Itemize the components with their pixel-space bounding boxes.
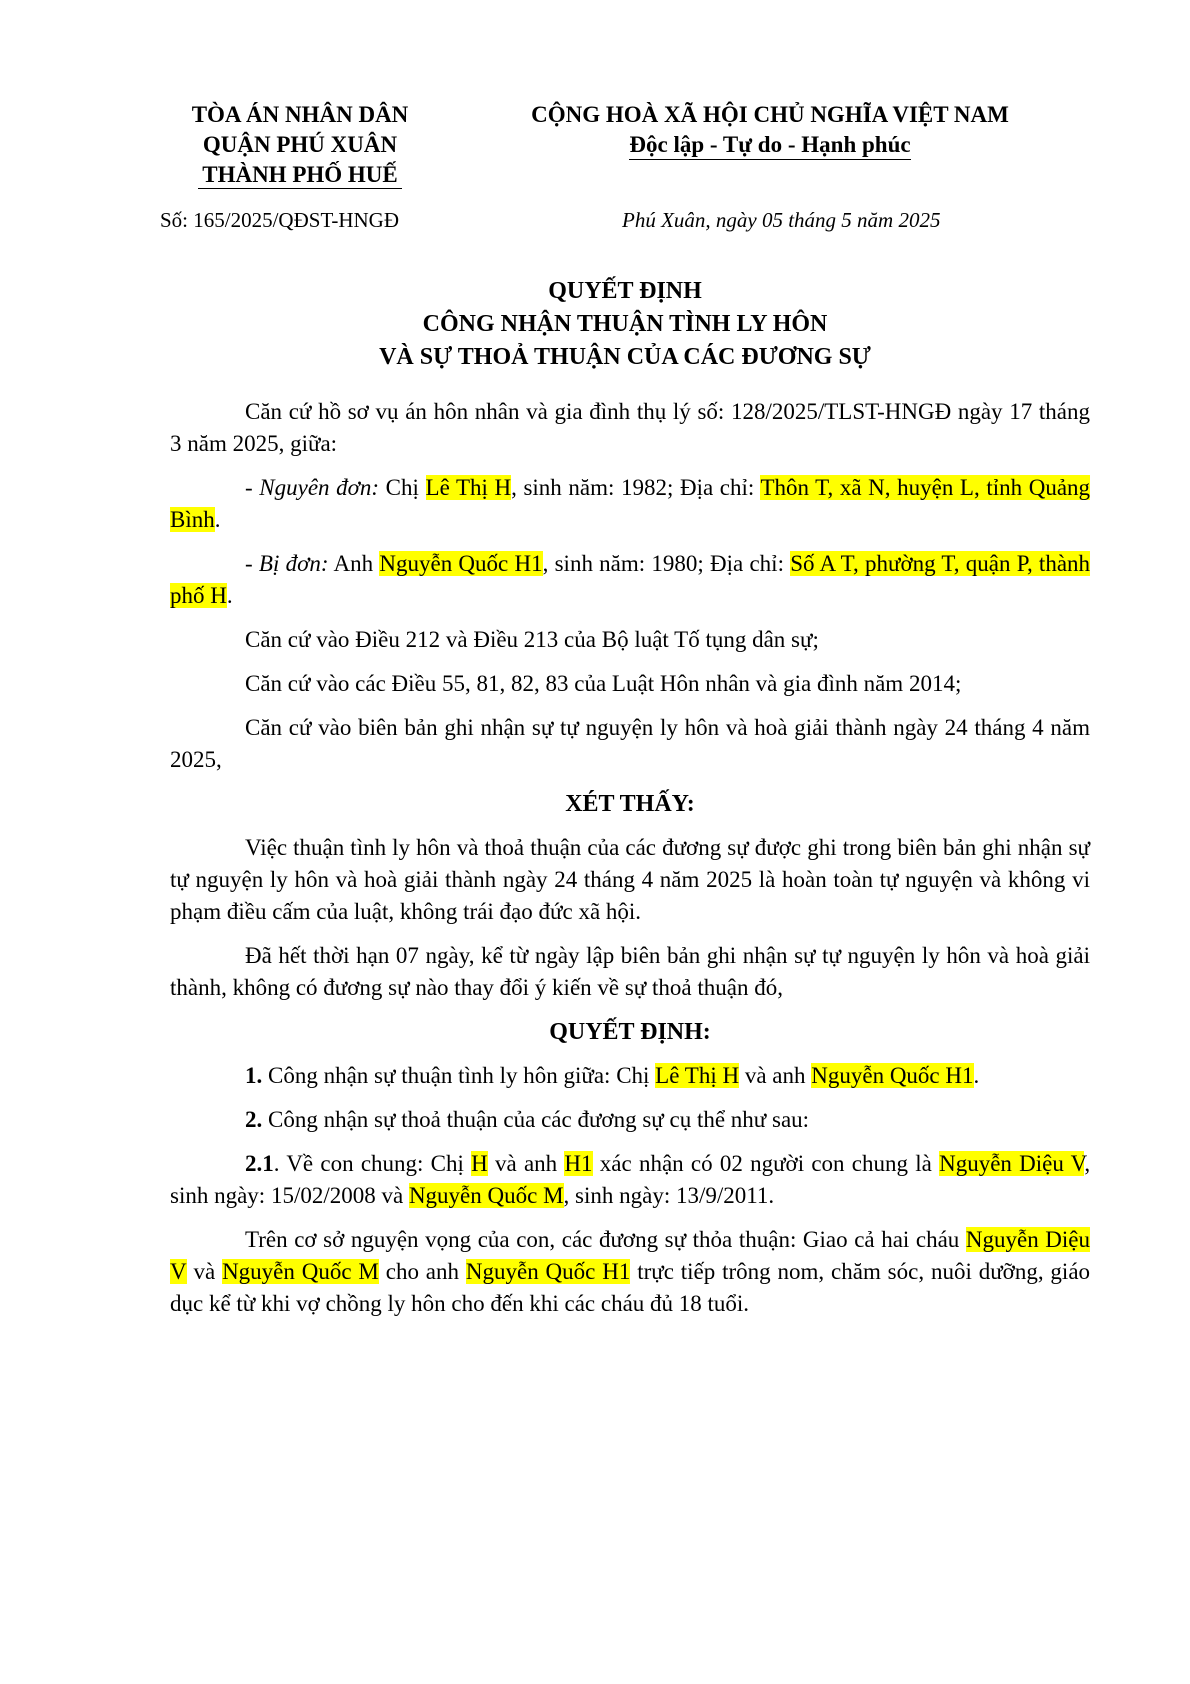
court-name-block (150, 100, 450, 190)
plaintiff-birth: , sinh năm: 1982; Địa chỉ: (511, 475, 755, 500)
child-1-name: Nguyễn Diệu V (939, 1151, 1085, 1176)
defendant-paragraph: - Bị đơn: Anh Nguyễn Quốc H1, sinh năm: 1980; Địa chỉ: Số A T, phường T, quận P, thành phố H. (170, 551, 1091, 608)
defendant-name: Nguyễn Quốc H1 (379, 551, 543, 576)
plaintiff-address: Thôn T, xã N, huyện L, tỉnh Quảng Bình (170, 475, 1091, 532)
child-2-birth: , sinh ngày: 13/9/2011. (563, 1183, 775, 1208)
child-1-birth: , sinh ngày: 15/02/2008 và (170, 1151, 1091, 1208)
basis-paragraph-family-law: Căn cứ vào các Điều 55, 81, 82, 83 của Luật Hôn nhân và gia đình năm 2014; (245, 671, 962, 696)
item-2-1-father: H1 (564, 1151, 593, 1176)
basis-paragraph-procedure-code: Căn cứ vào Điều 212 và Điều 213 của Bộ luật Tố tụng dân sự; (245, 627, 819, 652)
place-date: Phú Xuân, ngày 05 tháng 5 năm 2025 (622, 208, 941, 232)
defendant-birth: , sinh năm: 1980; Địa chỉ: (542, 551, 784, 576)
custody-text-b: trực tiếp trông nom, chăm sóc, nuôi dưỡng, giáo dục kể từ khi vợ chồng ly hôn cho đến khi các cháu đủ 18 tuổi. (170, 1259, 1091, 1316)
decision-item-1 (170, 1060, 1090, 1092)
court-line-1: TÒA ÁN NHÂN DÂN (191, 102, 409, 127)
item-2-1-mother: H (471, 1151, 488, 1176)
item-2-1-and: và anh (495, 1151, 558, 1176)
child-2-name: Nguyễn Quốc M (408, 1183, 564, 1208)
defendant-label: Bị đơn: (258, 551, 329, 576)
findings-heading: XÉT THẤY: (565, 791, 695, 817)
decision-item-2 (170, 1104, 1090, 1136)
plaintiff-paragraph: - Nguyên đơn: Chị Lê Thị H, sinh năm: 1982; Địa chỉ: Thôn T, xã N, huyện L, tỉnh Quảng Bình. (170, 475, 1091, 532)
plaintiff-end: . (214, 507, 221, 532)
defendant-prefix: Anh (333, 551, 374, 576)
national-motto: Độc lập - Tự do - Hạnh phúc (629, 131, 910, 160)
custody-child-2: Nguyễn Quốc M (222, 1259, 379, 1284)
item-1-and: và anh (744, 1063, 806, 1088)
item-1-wife-name: Lê Thị H (655, 1063, 740, 1088)
item-2-1-text-a: . Về con chung: Chị (273, 1151, 464, 1176)
custody-paragraph (170, 1224, 1090, 1320)
plaintiff-label: Nguyên đơn: (259, 475, 380, 500)
custody-to: cho anh (385, 1259, 460, 1284)
plaintiff-name: Lê Thị H (425, 475, 512, 500)
item-1-husband-name: Nguyễn Quốc H1 (811, 1063, 974, 1088)
document-title (160, 275, 1090, 374)
item-2-1-text-b: xác nhận có 02 người con chung là (599, 1151, 932, 1176)
item-2-text: Công nhận sự thoả thuận của các đương sự cụ thể như sau: (268, 1107, 810, 1132)
defendant-end: . (226, 583, 233, 608)
item-2-1-number: 2.1 (245, 1151, 274, 1176)
title-line-2: CÔNG NHẬN THUẬN TÌNH LY HÔN (422, 311, 828, 337)
decision-heading: QUYẾT ĐỊNH: (549, 1019, 711, 1045)
title-line-3: VÀ SỰ THOẢ THUẬN CỦA CÁC ĐƯƠNG SỰ (379, 344, 871, 370)
item-2-number: 2. (245, 1107, 263, 1132)
defendant-address: Số A T, phường T, quận P, thành phố H (170, 551, 1091, 608)
title-line-1: QUYẾT ĐỊNH (548, 278, 702, 304)
national-name: CỘNG HOÀ XÃ HỘI CHỦ NGHĨA VIỆT NAM (531, 102, 1009, 127)
basis-paragraph-record: Căn cứ vào biên bản ghi nhận sự tự nguyện ly hôn và hoà giải thành ngày 24 tháng 4 năm 2025, (170, 715, 1090, 772)
findings-paragraph-2: Đã hết thời hạn 07 ngày, kể từ ngày lập biên bản ghi nhận sự tự nguyện ly hôn và hoà giải thành, không có đương sự nào thay đổi ý kiến về sự thoả thuận đó, (170, 943, 1090, 1000)
item-1-text: Công nhận sự thuận tình ly hôn giữa: Chị (268, 1063, 650, 1088)
basis-paragraph-case: Căn cứ hồ sơ vụ án hôn nhân và gia đình thụ lý số: 128/2025/TLST-HNGĐ ngày 17 tháng 3 năm 2025, giữa: (170, 399, 1090, 456)
findings-paragraph-1: Việc thuận tình ly hôn và thoả thuận của các đương sự được ghi trong biên bản ghi nhận sự tự nguyện ly hôn và hoà giải thành ngày 24 tháng 4 năm 2025 là hoàn toàn tự nguyện và không vi phạm điều cấm của luật, không trái đạo đức xã hội. (170, 835, 1090, 924)
national-heading-block (480, 100, 1060, 160)
custody-child-1: Nguyễn Diệu V (170, 1227, 1091, 1284)
court-line-2: QUẬN PHÚ XUÂN (202, 132, 398, 157)
item-1-number: 1. (245, 1063, 263, 1088)
custody-text-a: Trên cơ sở nguyện vọng của con, các đương sự thỏa thuận: Giao cả hai cháu (245, 1227, 960, 1252)
plaintiff-prefix: Chị (385, 475, 419, 500)
court-line-3: THÀNH PHỐ HUẾ (198, 162, 402, 189)
custody-and: và (193, 1259, 216, 1284)
document-number: Số: 165/2025/QĐST-HNGĐ (160, 208, 399, 232)
decision-item-2-1 (170, 1148, 1090, 1212)
custody-father: Nguyễn Quốc H1 (465, 1259, 631, 1284)
item-1-end: . (973, 1063, 980, 1088)
document-body (170, 396, 1090, 1332)
